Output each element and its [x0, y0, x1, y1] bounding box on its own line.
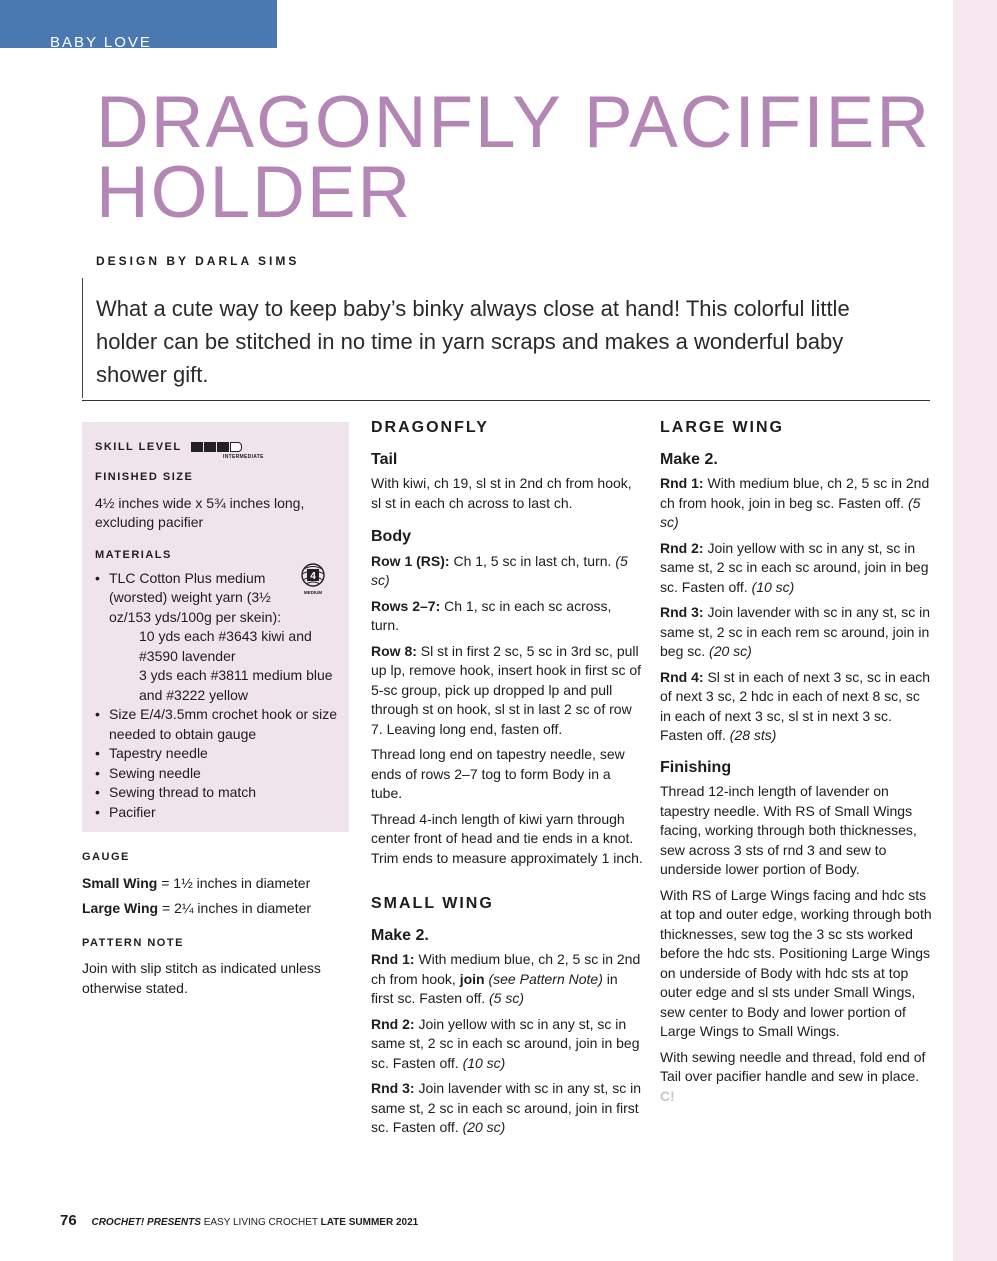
materials-list — [95, 569, 343, 823]
tail-text: With kiwi, ch 19, sl st in 2nd ch from hook, sl st in each ch across to last ch. — [371, 475, 632, 511]
small-rnd-1: Rnd 1: With medium blue, ch 2, 5 sc in 2nd ch from hook, join (see Pattern Note) in first sc. Fasten off. (5 sc) — [371, 951, 641, 1006]
column-large-wing — [660, 418, 932, 1106]
intro-text: What a cute way to keep baby’s binky always close at hand! This colorful little holder can be stitched in no time in yarn scraps and makes a wonderful baby shower gift. — [96, 296, 850, 387]
small-wing-make: Make 2. — [371, 926, 429, 944]
body-heading: Body — [371, 528, 411, 545]
body-para-1: Thread long end on tapestry needle, sew ends of rows 2–7 tog to form Body in a tube. — [371, 746, 625, 801]
byline: DESIGN BY DARLA SIMS — [96, 254, 300, 268]
list-item: • Sewing thread to match — [109, 783, 343, 803]
finishing-heading: Finishing — [660, 758, 732, 776]
body-para-2: Thread 4-inch length of kiwi yarn through center front of head and tie ends in a knot. Trim ends to measure approximately 1 inch. — [371, 810, 643, 866]
yarn-weight-word: MEDIUM — [303, 590, 323, 595]
list-item: • TLC Cotton Plus medium (worsted) weight yarn (3½ oz/153 yds/100g per skein): — [109, 569, 343, 628]
skill-level-sub: INTERMEDIATE — [223, 454, 264, 460]
finishing-para-3: With sewing needle and thread, fold end of Tail over pacifier handle and sew in place. C! — [660, 1048, 926, 1104]
rows-2-7: Rows 2–7: Ch 1, sc in each sc across, turn. — [371, 597, 612, 633]
list-item: • Pacifier — [109, 803, 343, 823]
intro-rule — [82, 278, 83, 398]
end-mark: C! — [660, 1087, 675, 1104]
list-item: • Sewing needle — [109, 764, 343, 784]
issue-title: EASY LIVING CROCHET — [200, 1217, 321, 1228]
large-wing-heading: LARGE WING — [660, 419, 784, 436]
title-line-1: DRAGONFLY PACIFIER — [96, 82, 932, 163]
pattern-note-label: PATTERN NOTE — [82, 936, 184, 949]
small-rnd-2: Rnd 2: Join yellow with sc in any st, sc in same st, 2 sc in each sc around, join in beg sc. Fasten off. (10 sc) — [371, 1015, 640, 1071]
skill-level-label: SKILL LEVEL — [95, 441, 182, 453]
row-8: Row 8: Sl st in first 2 sc, 5 sc in 3rd sc, pull up lp, remove hook, insert hook in first sc of 5-sc group, pick up dropped lp and pull through st on hook, sl st in last 2 sc of row 7. Leaving long end, fasten off. — [371, 642, 642, 737]
list-item: 3 yds each #3811 medium blue and #3222 yellow — [139, 667, 333, 703]
section-tab-label: BABY LOVE — [50, 34, 152, 51]
row-1: Row 1 (RS): Ch 1, 5 sc in last ch, turn. (5 sc) — [371, 552, 628, 588]
yarn-weight-number: 4 — [310, 571, 316, 582]
large-rnd-4: Rnd 4: Sl st in each of next 3 sc, sc in each of next 3 sc, 2 hdc in each of next 8 sc, sc in each of next 3 sc, sl st in next 3 sc. Fasten off. (28 sts) — [660, 668, 931, 743]
pattern-note-text: Join with slip stitch as indicated unless otherwise stated. — [82, 960, 321, 996]
large-rnd-2: Rnd 2: Join yellow with sc in any st, sc in same st, 2 sc in each sc around, join in beg sc. Fasten off. (10 sc) — [660, 539, 929, 595]
finished-size-text: 4½ inches wide x 5¾ inches long, excluding pacifier — [95, 494, 305, 530]
gauge-small: Small Wing = 1½ inches in diameter — [82, 874, 311, 891]
column-dragonfly — [371, 418, 643, 1138]
tail-heading: Tail — [371, 450, 398, 468]
large-wing-make: Make 2. — [660, 450, 718, 468]
dragonfly-heading: DRAGONFLY — [371, 419, 489, 436]
finishing-para-2: With RS of Large Wings facing and hdc sts at top and outer edge, working through both thicknesses, sew tog the 3 sc sts worked before the hdc sts. Positioning Large Wings on underside of Body with hdc sts at top outer edge and sl sts under Small Wings, sew center to Body and lower portion of Large Wings to Small Wings. — [660, 886, 932, 1039]
section-tab — [0, 0, 277, 51]
title-line-2: HOLDER — [96, 152, 413, 233]
list-item: • Size E/4/3.5mm crochet hook or size needed to obtain gauge — [109, 705, 343, 744]
skill-level — [95, 436, 343, 458]
small-wing-heading: SMALL WING — [371, 895, 494, 912]
page-number: 76 — [60, 1212, 77, 1229]
footer — [60, 1212, 418, 1229]
list-item: 10 yds each #3643 kiwi and #3590 lavender — [139, 628, 312, 664]
finished-size-section — [95, 468, 343, 533]
yarn-weight-icon — [296, 562, 330, 596]
small-rnd-3: Rnd 3: Join lavender with sc in any st, sc in same st, 2 sc in each sc around, join in first sc. Fasten off. (20 sc) — [371, 1080, 641, 1135]
issue-date: LATE SUMMER 2021 — [320, 1217, 419, 1228]
page-title — [96, 82, 932, 233]
gauge-label: GAUGE — [82, 851, 130, 863]
divider — [82, 400, 930, 401]
large-rnd-1: Rnd 1: With medium blue, ch 2, 5 sc in 2nd ch from hook, join in beg sc. Fasten off. (5 sc) — [660, 475, 930, 530]
list-item: • Tapestry needle — [109, 744, 343, 764]
magazine-name: CROCHET! PRESENTS — [91, 1217, 201, 1228]
finished-size-label: FINISHED SIZE — [95, 471, 194, 483]
materials-label: MATERIALS — [95, 549, 172, 561]
large-rnd-3: Rnd 3: Join lavender with sc in any st, sc in same st, 2 sc in each rem sc around, join in beg sc. (20 sc) — [660, 604, 930, 659]
finishing-para-1: Thread 12-inch length of lavender on tapestry needle. With RS of Small Wings facing, working through both thicknesses, sew across 3 sts of rnd 3 and sew to underside lower portion of Body. — [660, 783, 917, 877]
gauge-large: Large Wing = 2¼ inches in diameter — [82, 900, 312, 916]
gauge-section — [82, 848, 350, 998]
sidebar — [82, 422, 349, 832]
page-edge-strip — [953, 0, 997, 1261]
